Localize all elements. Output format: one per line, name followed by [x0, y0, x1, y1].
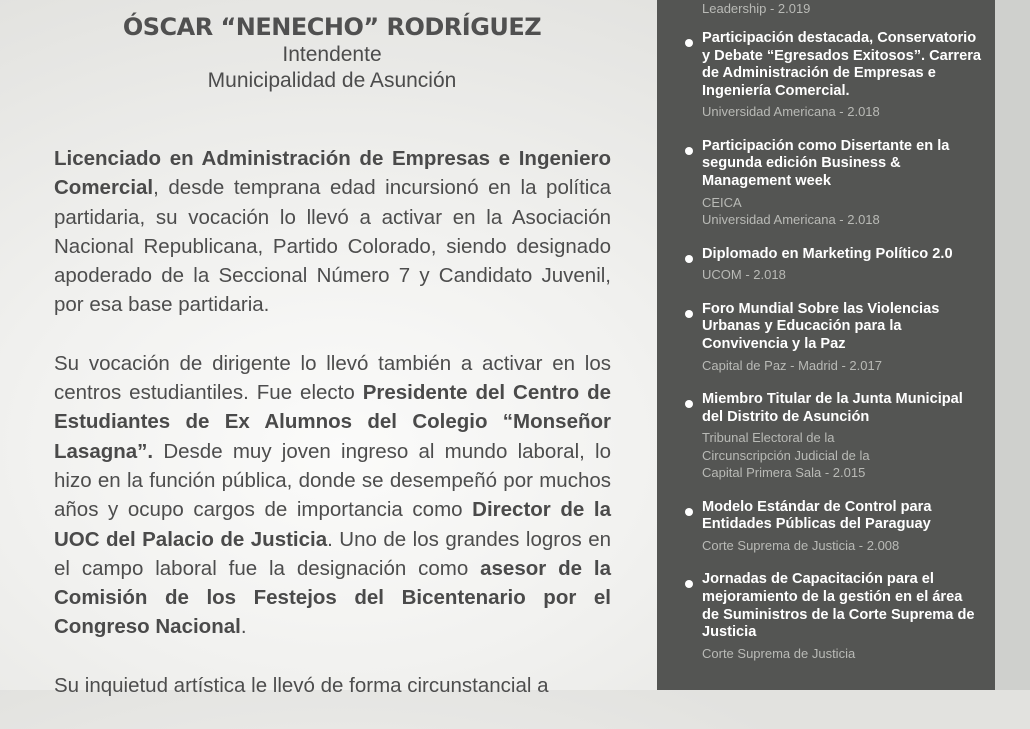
achievement-item — [657, 246, 995, 284]
achievement-item — [657, 391, 995, 482]
achievement-title: Diplomado en Marketing Político 2.0 — [702, 245, 953, 262]
achievements-panel — [657, 0, 995, 690]
achievement-source — [702, 266, 983, 284]
bullet-icon — [685, 508, 693, 516]
achievement-title: Foro Mundial Sobre las Violencias Urbanas y Educación para la Convivencia y la Paz — [702, 300, 940, 352]
achievement-source-line: Universidad Americana - 2.018 — [702, 104, 880, 120]
right-margin-background — [995, 0, 1030, 690]
achievement-item — [657, 301, 995, 374]
bullet-icon — [685, 580, 693, 588]
bullet-icon — [685, 147, 693, 155]
profile-header — [54, 12, 610, 94]
biography — [54, 144, 611, 729]
bio-text: . — [240, 615, 247, 639]
bio-highlight: Director de la UOC del Palacio de Justicia — [54, 498, 611, 551]
achievement-source-line: Circunscripción Judicial de la — [702, 447, 870, 463]
bio-text: Desde muy joven ingreso al mundo laboral, lo hizo en la función pública, donde se desempeñó por muchos años y ocupo cargos de importancia como — [54, 439, 611, 522]
achievement-item — [657, 499, 995, 555]
achievement-source-line: Capital de Paz - Madrid - 2.017 — [702, 357, 882, 373]
bullet-icon — [685, 400, 693, 408]
achievement-title: Jornadas de Capacitación para el mejoramiento de la gestión en el área de Suministros de la Corte Suprema de Justicia — [702, 571, 975, 641]
achievement-title: Modelo Estándar de Control para Entidades Públicas del Paraguay — [702, 498, 932, 533]
achievement-item — [657, 571, 995, 662]
achievement-title: Participación como Disertante en la segunda edición Business & Management week — [702, 137, 950, 190]
bullet-icon — [685, 310, 693, 318]
bio-highlight: Licenciado en Administración de Empresas e Ingeniero Comercial — [54, 147, 611, 200]
achievement-source-line: Tribunal Electoral de la — [702, 430, 835, 446]
achievement-title: Participación destacada, Conservatorio y Debate “Egresados Exitosos”. Carrera de Administración de Empresas e Ingeniería Comercial. — [702, 30, 982, 99]
bio-text: , desde temprana edad incursionó en la política partidaria, su vocación lo llevó a activar en la Asociación Nacional Republicana, Partido Colorado, siendo designado apoderado de la Seccional Número 7 y Candidato Juvenil, por esa base partidaria. — [54, 176, 611, 317]
bullet-icon — [685, 39, 693, 47]
person-name: ÓSCAR “NENECHO” RODRÍGUEZ — [122, 13, 542, 41]
bio-paragraph-2 — [54, 349, 611, 642]
bio-paragraph-1 — [54, 144, 611, 320]
achievement-source-line: Corte Suprema de Justicia — [702, 645, 856, 661]
achievement-source — [702, 645, 983, 663]
achievement-source — [702, 537, 983, 555]
achievement-source-line: Corte Suprema de Justicia - 2.008 — [702, 537, 900, 553]
achievement-source-line: UCOM - 2.018 — [702, 267, 786, 283]
achievement-source — [702, 194, 983, 229]
bullet-icon — [685, 255, 693, 263]
bio-highlight: asesor de la Comisión de los Festejos del Bicentenario por el Congreso Nacional — [54, 556, 611, 639]
bio-text: Su vocación de dirigente lo llevó también a activar en los centros estudiantiles. Fue electo — [54, 351, 611, 405]
bio-text: . Uno de los grandes logros en el campo laboral fue la designación como — [54, 527, 612, 580]
achievement-source-line: Capital Primera Sala - 2.015 — [702, 465, 866, 481]
previous-item-subtitle: Leadership - 2.019 — [702, 1, 811, 16]
achievement-source — [702, 103, 983, 121]
bio-text: Su inquietud artística le llevó de forma circunstancial a — [54, 673, 549, 697]
achievement-source-line: CEICA — [702, 194, 742, 210]
person-role: Intendente — [282, 43, 382, 66]
achievement-item — [657, 138, 995, 229]
achievement-item — [657, 30, 995, 121]
achievement-title: Miembro Titular de la Junta Municipal del Distrito de Asunción — [702, 391, 963, 425]
achievement-source — [702, 357, 983, 375]
achievements-list — [657, 30, 995, 679]
bio-paragraph-3 — [54, 671, 611, 700]
person-institution: Municipalidad de Asunción — [207, 69, 457, 92]
achievement-source-line: Universidad Americana - 2.018 — [702, 212, 880, 228]
bio-highlight: Presidente del Centro de Estudiantes de Ex Alumnos del Colegio “Monseñor Lasagna”. — [54, 381, 611, 463]
achievement-source — [702, 429, 983, 482]
